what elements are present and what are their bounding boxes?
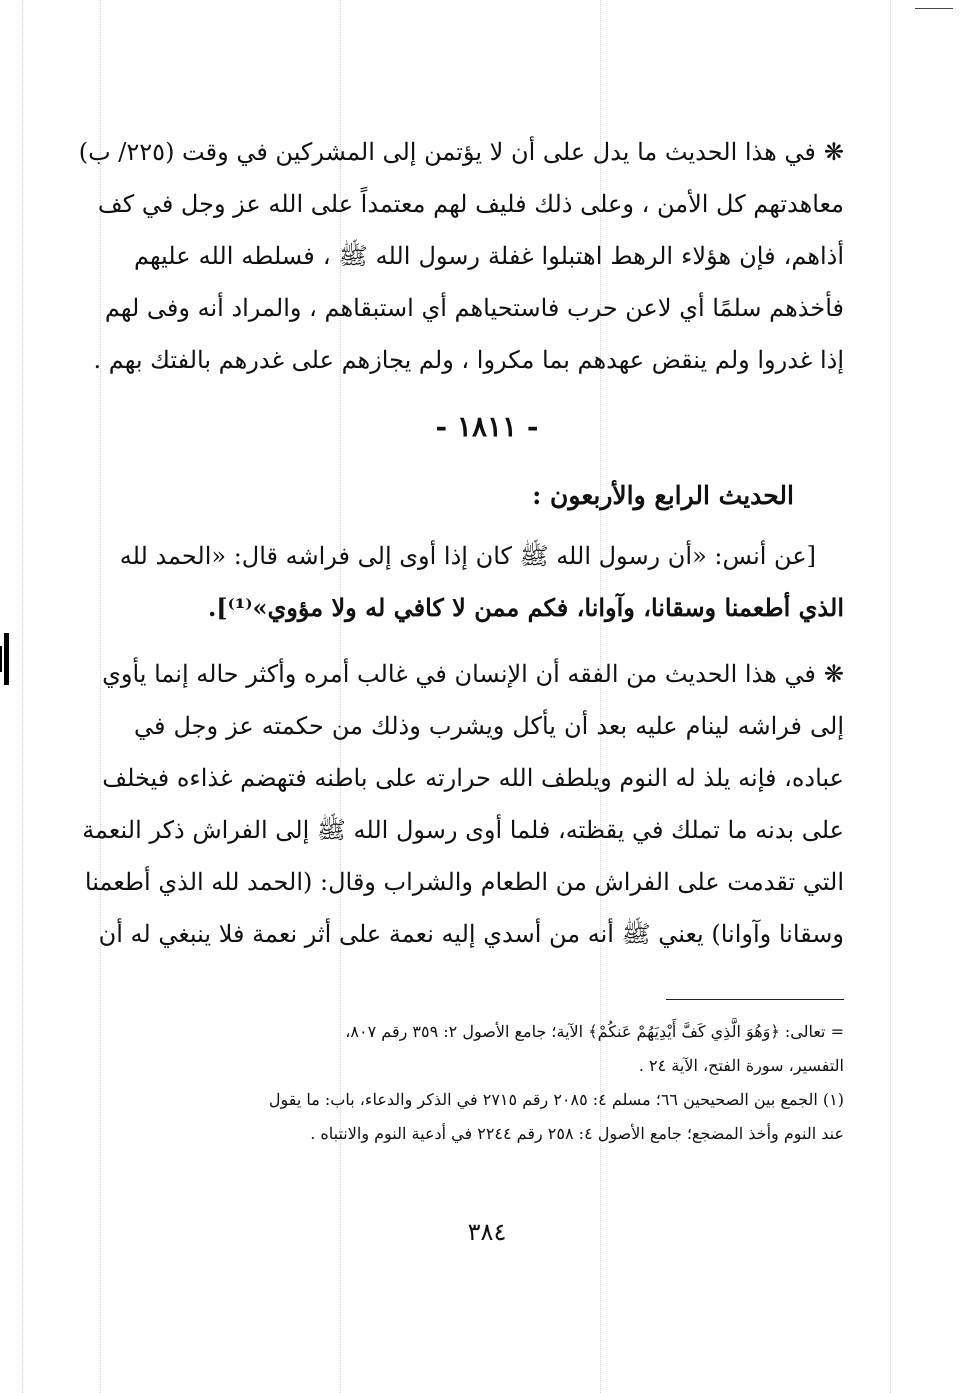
paragraph-1-line: إذا غدروا ولم ينقض عهدهم بما مكروا ، ولم يجازهم على غدرهم بالفتك بهم . bbox=[93, 346, 844, 374]
paragraph-3-line: التي تقدمت على الفراش من الطعام والشراب وقال: (الحمد لله الذي أطعمنا bbox=[84, 868, 844, 896]
star-marker-icon: ❋ bbox=[823, 138, 844, 166]
paragraph-3-line: عباده، فإنه يلذ له النوم ويلطف الله حرارته على باطنه فتهضم غذاءه فيخلف bbox=[102, 764, 844, 792]
page-number: ٣٨٤ bbox=[467, 1218, 507, 1246]
paragraph-3-line: وسقانا وآوانا) يعني ﷺ أنه من أسدي إليه نعمة على أثر نعمة فلا ينبغي له أن bbox=[98, 920, 844, 948]
hadith-text bbox=[119, 530, 844, 634]
paragraph-1-line: فأخذهم سلمًا أي لاعن حرب فاستحياهم أي استبقاهم ، والمراد أنه وفى لهم bbox=[104, 294, 844, 322]
footnote-line: التفسير، سورة الفتح، الآية ٢٤ . bbox=[638, 1056, 844, 1075]
paragraph-1-line: ❋في هذا الحديث ما يدل على أن لا يؤتمن إلى المشركين في وقت (٢٢٥/ ب) bbox=[78, 138, 844, 166]
footnote-line: = تعالى: ﴿وَهُوَ الَّذِي كَفَّ أَيْدِيَهُمْ عَنكُمْ﴾ الآية؛ جامع الأصول ٢: ٣٥٩ رقم ٨٠٧، bbox=[345, 1022, 844, 1041]
footnote-line: عند النوم وأخذ المضجع؛ جامع الأصول ٤: ٢٥٨ رقم ٢٢٤٤ في أدعية النوم والانتباه . bbox=[310, 1124, 844, 1143]
scan-dotted-line bbox=[22, 0, 23, 1393]
paragraph-1 bbox=[78, 126, 844, 386]
paragraph-3-line: ❋في هذا الحديث من الفقه أن الإنسان في غالب أمره وأكثر حاله إنما يأوي bbox=[102, 660, 844, 688]
footnote-line: (١) الجمع بين الصحيحين ٦٦؛ مسلم ٤: ٢٠٨٥ رقم ٢٧١٥ في الذكر والدعاء، باب: ما يقول bbox=[268, 1090, 844, 1109]
scan-margin-mark bbox=[4, 633, 9, 685]
footnote-divider bbox=[666, 999, 844, 1000]
paragraph-3-line: إلى فراشه لينام عليه بعد أن يأكل ويشرب وذلك من حكمته عز وجل في bbox=[134, 712, 844, 740]
footnotes bbox=[134, 1015, 844, 1151]
paragraph-1-line: معاهدتهم كل الأمن ، وعلى ذلك فليف لهم معتمداً على الله عز وجل في كف bbox=[97, 190, 844, 218]
scan-dotted-line bbox=[890, 0, 891, 1393]
section-title: الحديث الرابع والأربعون : bbox=[532, 481, 794, 510]
scan-corner-line bbox=[915, 8, 953, 9]
star-marker-icon: ❋ bbox=[823, 660, 844, 688]
paragraph-3 bbox=[82, 648, 844, 960]
paragraph-1-line: أذاهم، فإن هؤلاء الرهط اهتبلوا غفلة رسول الله ﷺ ، فسلطه الله عليهم bbox=[134, 242, 844, 270]
hadith-text-line: الذي أطعمنا وسقانا، وآوانا، فكم ممن لا كافي له ولا مؤوي»⁽¹⁾]. bbox=[207, 593, 844, 622]
hadith-text-line: [عن أنس: «أن رسول الله ﷺ كان إذا أوى إلى فراشه قال: «الحمد لله bbox=[119, 542, 816, 570]
paragraph-3-line: على بدنه ما تملك في يقظته، فلما أوى رسول الله ﷺ إلى الفراش ذكر النعمة bbox=[82, 816, 844, 844]
hadith-number: - ١٨١١ - bbox=[435, 410, 539, 443]
scan-margin-mark bbox=[0, 646, 2, 672]
